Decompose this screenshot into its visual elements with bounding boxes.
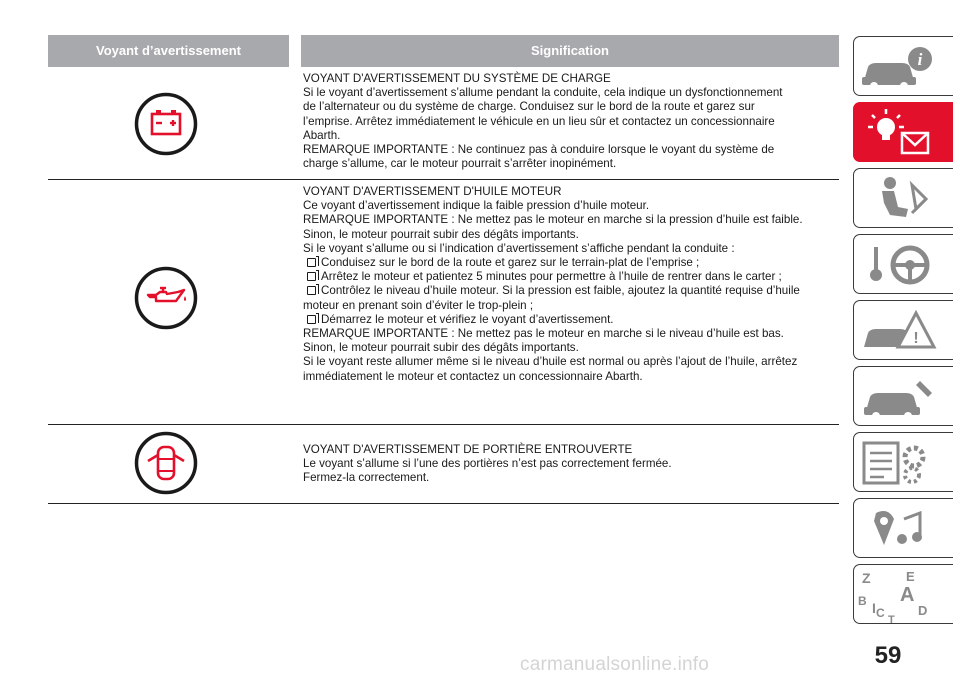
bullet-item xyxy=(303,256,839,270)
watermark: carmanualsonline.info xyxy=(520,654,710,675)
text-line: Fermez-la correctement. xyxy=(303,471,430,485)
svg-text:C: C xyxy=(876,606,885,620)
bullet-text: Démarrez le moteur et vérifiez le voyant d’avertissement. xyxy=(321,312,614,326)
svg-text:D: D xyxy=(918,603,928,618)
text-line: de l’alternateur ou du système de charge. Conduisez sur le bord de la route et garez sur xyxy=(303,100,755,114)
svg-text:A: A xyxy=(900,584,915,606)
text-line: immédiatement le moteur et contactez un concessionnaire Abarth. xyxy=(303,369,643,383)
breakdown-triangle-icon xyxy=(854,301,954,361)
text-line: Le voyant s’allume si l’une des portières n’est pas correctement fermée. xyxy=(303,457,672,471)
bullet-item xyxy=(303,284,839,298)
battery-warning-icon xyxy=(134,92,198,156)
svg-text:B: B xyxy=(858,594,867,608)
oil-pressure-warning-icon xyxy=(134,266,198,330)
text-line: Sinon, le moteur pourrait subir des dégâts importants. xyxy=(303,341,579,355)
text-line: REMARQUE IMPORTANTE : Ne continuez pas à conduire lorsque le voyant du système de xyxy=(303,143,775,157)
text-line: Si le voyant reste allumer même si le niveau d’huile est normal ou après l’ajout de l’huile, arrêtez xyxy=(303,355,798,369)
chapter-tab-specifications[interactable] xyxy=(853,432,953,492)
car-maintenance-icon xyxy=(854,367,954,427)
row-oil-description xyxy=(303,185,839,384)
row-door-title: VOYANT D'AVERTISSEMENT DE PORTIÈRE ENTROUVERTE xyxy=(303,443,633,456)
bullet-text: Contrôlez le niveau d’huile moteur. Si la pression est faible, ajoutez la quantité requise d’huile xyxy=(321,284,800,298)
bullet-icon xyxy=(307,286,316,295)
row-oil-title: VOYANT D'AVERTISSEMENT D'HUILE MOTEUR xyxy=(303,185,562,198)
specifications-gears-icon xyxy=(854,433,954,493)
chapter-tab-car-info[interactable] xyxy=(853,36,953,96)
car-info-icon xyxy=(854,37,954,97)
chapter-tab-index[interactable] xyxy=(853,564,953,624)
header-separator xyxy=(289,35,301,67)
text-line: REMARQUE IMPORTANTE : Ne mettez pas le moteur en marche si la pression d’huile est faible. xyxy=(303,213,803,227)
key-steering-wheel-icon xyxy=(854,235,954,295)
multimedia-icon xyxy=(854,499,954,559)
bullet-icon xyxy=(307,258,316,267)
svg-text:!: ! xyxy=(913,330,919,347)
chapter-tab-warning-lights[interactable] xyxy=(853,102,953,162)
text-line: charge s’allume, car le moteur pourrait s’arrêter inopinément. xyxy=(303,157,617,171)
chapter-tab-multimedia[interactable] xyxy=(853,498,953,558)
text-line: Si le voyant d’avertissement s’allume pendant la conduite, cela indique un dysfonctionnement xyxy=(303,86,783,100)
text-line: Ce voyant d’avertissement indique la faible pression d’huile moteur. xyxy=(303,199,650,213)
text-line: Sinon, le moteur pourrait subir des dégâts importants. xyxy=(303,227,579,241)
row-divider xyxy=(48,424,839,425)
text-line: Si le voyant s’allume ou si l’indication d’avertissement s’affiche pendant la conduite : xyxy=(303,241,735,255)
page-number: 59 xyxy=(874,642,902,669)
svg-text:i: i xyxy=(917,50,923,69)
row-charging-title: VOYANT D'AVERTISSEMENT DU SYSTÈME DE CHARGE xyxy=(303,72,611,85)
bullet-icon xyxy=(307,315,316,324)
bullet-icon xyxy=(307,272,316,281)
table-header xyxy=(48,35,839,67)
svg-text:T: T xyxy=(888,614,895,625)
chapter-tab-maintenance[interactable] xyxy=(853,366,953,426)
text-line: Abarth. xyxy=(303,128,341,142)
row-divider xyxy=(48,503,839,504)
header-warning-light: Voyant d’avertissement xyxy=(96,43,241,58)
svg-text:E: E xyxy=(906,569,915,584)
svg-text:I: I xyxy=(872,600,876,616)
text-line: l’emprise. Arrêtez immédiatement le véhicule en un lieu sûr et contactez un concessionnaire xyxy=(303,114,775,128)
row-door-description xyxy=(303,443,839,486)
header-meaning: Signification xyxy=(531,43,609,58)
chapter-tab-safety[interactable] xyxy=(853,168,953,228)
row-charging-description xyxy=(303,72,839,171)
row-divider xyxy=(48,179,839,180)
warning-light-message-icon xyxy=(854,103,954,163)
text-line: REMARQUE IMPORTANTE : Ne mettez pas le moteur en marche si le niveau d’huile est bas. xyxy=(303,327,784,341)
seat-airbag-icon xyxy=(854,169,954,229)
bullet-item xyxy=(303,313,839,327)
door-ajar-warning-icon xyxy=(134,431,198,495)
chapter-tab-emergency[interactable] xyxy=(853,300,953,360)
bullet-text: Arrêtez le moteur et patientez 5 minutes pour permettre à l’huile de rentrer dans le carter ; xyxy=(321,270,782,284)
svg-text:Z: Z xyxy=(862,570,871,586)
bullet-item xyxy=(303,270,839,284)
chapter-tab-starting-driving[interactable] xyxy=(853,234,953,294)
alphabetical-index-icon xyxy=(854,565,954,625)
bullet-text: moteur en prenant soin d’éviter le trop-plein ; xyxy=(303,298,534,312)
bullet-text: Conduisez sur le bord de la route et garez sur le terrain-plat de l’emprise ; xyxy=(321,256,700,270)
